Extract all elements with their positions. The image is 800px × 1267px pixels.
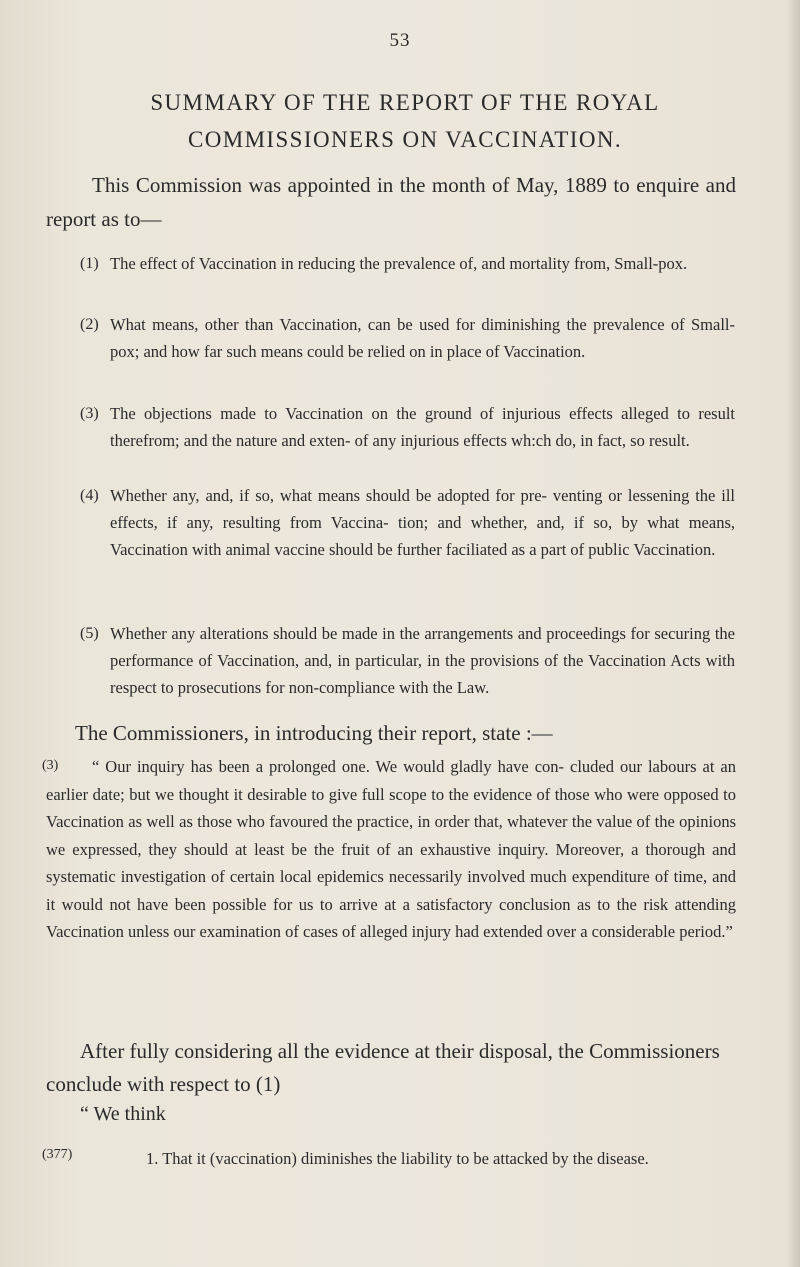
list-item-5 bbox=[80, 620, 735, 701]
we-think-line: “ We think bbox=[80, 1103, 166, 1125]
quote-paragraph: “ Our inquiry has been a prolonged one. We would gladly have con- cluded our labours at an earlier date; but we thought it desirable to give full scope to the evidence of those who were opposed to Vaccination as well as those who favoured the practice, in order that, whatever the value of the opinions we expressed, they should at least be the fruit of an exhaustive inquiry. Moreover, a thorough and systematic investigation of certain local epidemics necessarily involved much expenditure of time, and it would not have been possible for us to arrive at a satisfactory conclusion as to the risk attending Vaccination unless our examination of cases of alleged injury had extended over a considerable period.” bbox=[46, 757, 736, 941]
item-text: The objections made to Vaccination on the ground of injurious effects alleged to result therefrom; and the nature and exten- of any injurious effects wh:ch do, in fact, so result. bbox=[110, 404, 735, 450]
item-number: (2) bbox=[80, 316, 99, 333]
statement-heading: The Commissioners, in introducing their report, state :— bbox=[75, 721, 553, 745]
item-number: (5) bbox=[80, 625, 99, 642]
list-item-4 bbox=[80, 482, 735, 563]
page-number: 53 bbox=[389, 30, 411, 51]
conclusion-paragraph: After fully considering all the evidence at their disposal, the Commissioners conclude with respect to (1) bbox=[46, 1039, 720, 1096]
item-text: The effect of Vaccination in reducing the prevalence of, and mortality from, Small-pox. bbox=[110, 254, 688, 273]
point-1: 1. That it (vaccination) diminishes the liability to be attacked by the disease. bbox=[146, 1149, 649, 1168]
title-line-2: COMMISSIONERS ON VACCINATION. bbox=[187, 127, 622, 152]
list-item-1 bbox=[80, 250, 735, 277]
item-number: (3) bbox=[80, 405, 99, 422]
point-marginal-note: (377) bbox=[42, 1147, 73, 1162]
quote-marginal-note: (3) bbox=[42, 758, 59, 773]
item-text: What means, other than Vaccination, can be used for diminishing the prevalence of Small-pox; and how far such means could be relied on in place of Vaccination. bbox=[110, 315, 735, 361]
item-number: (1) bbox=[80, 255, 99, 272]
item-number: (4) bbox=[80, 487, 99, 504]
intro-paragraph: This Commission was appointed in the month of May, 1889 to enquire and report as to— bbox=[46, 173, 736, 231]
page-edge-shadow bbox=[786, 0, 800, 1267]
item-text: Whether any alterations should be made in the arrangements and proceedings for securing the performance of Vaccination, and, in particular, in the provisions of the Vaccination Acts with respect to prosecutions for non-compliance with the Law. bbox=[110, 624, 735, 697]
list-item-2 bbox=[80, 311, 735, 365]
item-text: Whether any, and, if so, what means should be adopted for pre- venting or lessening the ill effects, if any, resulting from Vaccina- tion; and whether, and, if so, by what means, Vaccination with animal vaccine should be further faciliated as a part of public Vaccination. bbox=[110, 486, 735, 559]
list-item-3 bbox=[80, 400, 735, 454]
title-line-1: SUMMARY OF THE REPORT OF THE ROYAL bbox=[150, 90, 660, 115]
